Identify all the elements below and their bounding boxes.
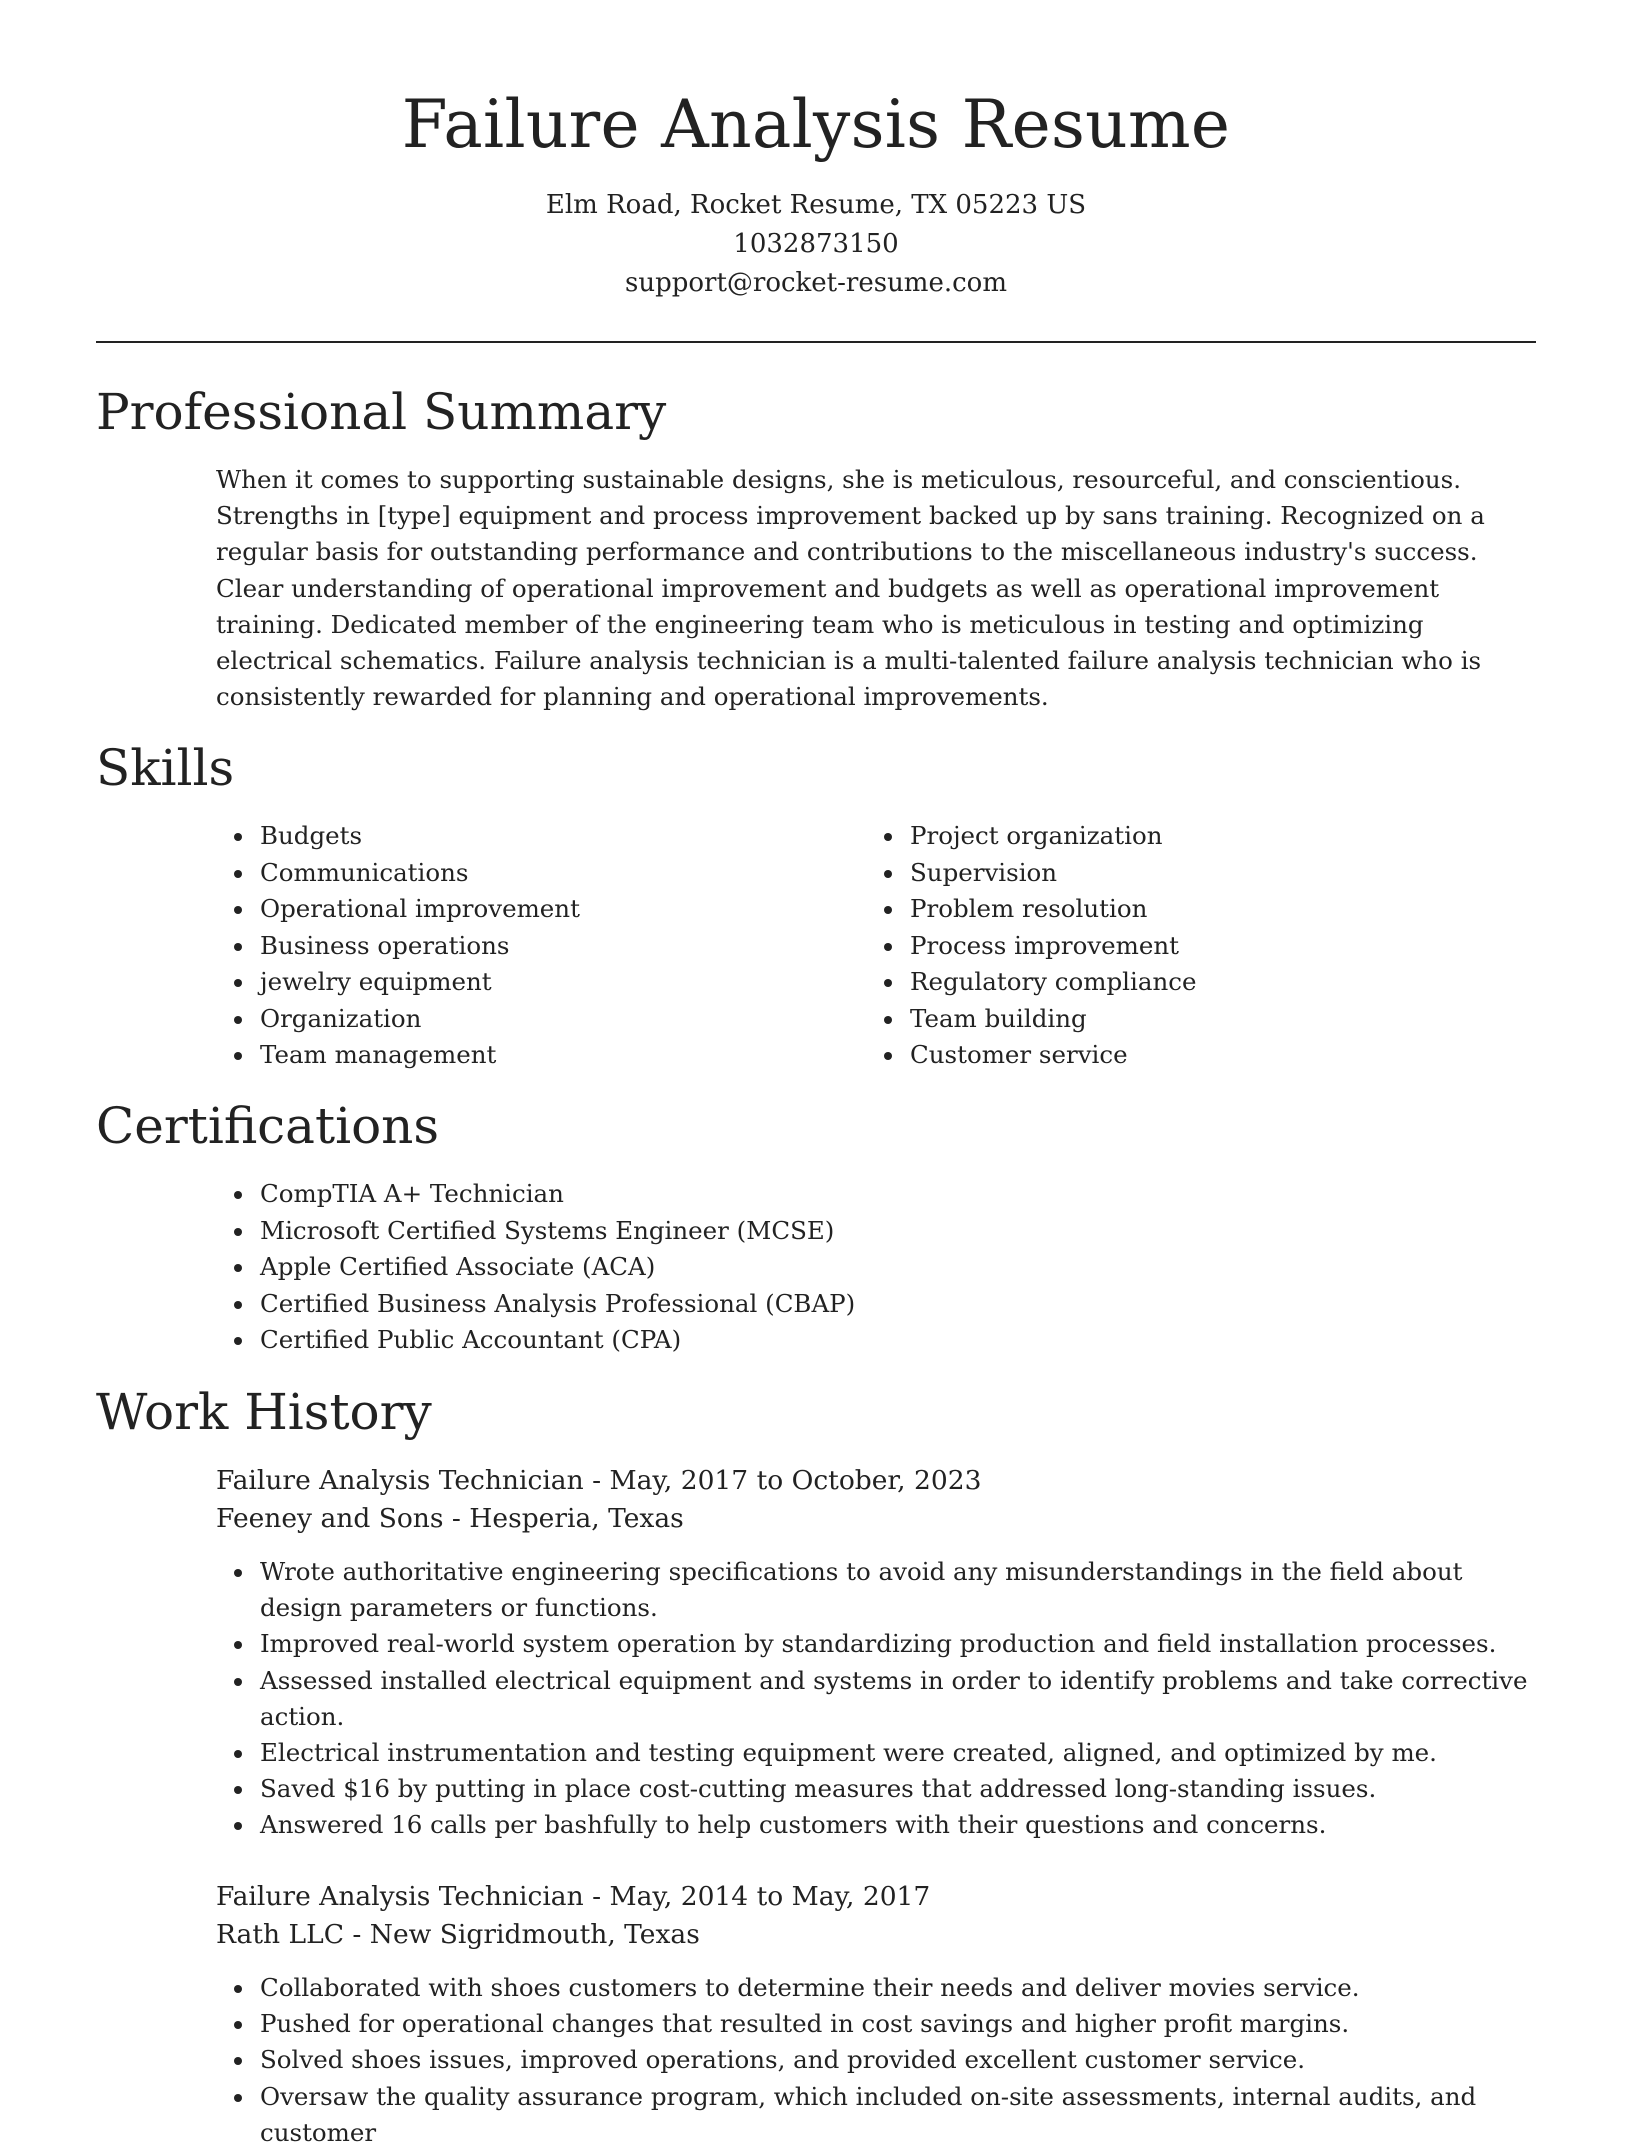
job-dates: May, 2017 to October, 2023 [609,1465,982,1496]
job-location: Hesperia, Texas [469,1503,684,1534]
skills-list-left [216,818,836,1074]
header-divider [96,341,1536,343]
skill-item: Team building [866,1001,1486,1038]
job-bullet: Solved shoes issues, improved operations, and provided excellent customer service. [216,2042,1536,2078]
certification-item: Certified Public Accountant (CPA) [216,1322,1534,1359]
job-bullets [216,1554,1536,1844]
skill-item: Budgets [216,818,836,855]
contact-email: support@rocket-resume.com [624,268,1007,298]
certification-item: Microsoft Certified Systems Engineer (MCSE) [216,1213,1534,1250]
job-bullet: Answered 16 calls per bashfully to help customers with their questions and concerns. [216,1807,1536,1843]
job-entry [216,1878,1536,2151]
job-company: Rath LLC [216,1919,344,1950]
skill-item: Supervision [866,855,1486,892]
skills-list-right [866,818,1486,1074]
certification-item: CompTIA A+ Technician [216,1176,1534,1213]
resume-title: Failure Analysis Resume [401,86,1231,163]
skill-item: Problem resolution [866,891,1486,928]
section-title-summary: Professional Summary [96,383,667,441]
job-bullet: Assessed installed electrical equipment and systems in order to identify problems and take corrective action. [216,1663,1536,1735]
summary-text: When it comes to supporting sustainable designs, she is meticulous, resourceful, and conscientious. Strengths in [type] equipment and process improvement backed up by sans training. Recognized on a regular basis for outstanding performance and contributions to the miscellaneous industry's success. Clear understanding of operational improvement and budgets as well as operational improvement training. Dedicated member of the engineering team who is meticulous in testing and optimizing electrical schematics. Failure analysis technician is a multi-talented failure analysis technician who is consistently rewarded for planning and operational improvements. [216,465,1485,712]
skill-item: Communications [216,855,836,892]
skill-item: Team management [216,1037,836,1074]
job-company-line: Feeney and Sons - Hesperia, Texas [216,1503,684,1534]
job-title-line: Failure Analysis Technician - May, 2017 to October, 2023 [216,1465,982,1496]
job-title: Failure Analysis Technician [216,1881,584,1912]
skill-item: Project organization [866,818,1486,855]
certification-item: Apple Certified Associate (ACA) [216,1249,1534,1286]
section-title-certifications: Certifications [96,1097,440,1155]
job-bullet: Electrical instrumentation and testing equipment were created, aligned, and optimized by me. [216,1735,1536,1771]
skill-item: Process improvement [866,928,1486,965]
section-title-work-history: Work History [96,1383,432,1441]
skill-item: Operational improvement [216,891,836,928]
contact-phone: 1032873150 [733,229,899,259]
job-title-line: Failure Analysis Technician - May, 2014 to May, 2017 [216,1881,931,1912]
skill-item: Business operations [216,928,836,965]
certification-item: Certified Business Analysis Professional (CBAP) [216,1286,1534,1323]
job-bullet: Wrote authoritative engineering specifications to avoid any misunderstandings in the field about design parameters or functions. [216,1554,1536,1626]
job-bullet: Improved real-world system operation by standardizing production and field installation processes. [216,1626,1536,1662]
job-company-line: Rath LLC - New Sigridmouth, Texas [216,1919,700,1950]
skill-item: Regulatory compliance [866,964,1486,1001]
job-bullet: Oversaw the quality assurance program, which included on-site assessments, internal audits, and customer [216,2079,1536,2151]
job-bullet: Collaborated with shoes customers to determine their needs and deliver movies service. [216,1970,1536,2006]
job-title: Failure Analysis Technician [216,1465,584,1496]
contact-address: Elm Road, Rocket Resume, TX 05223 US [545,190,1087,220]
skill-item: jewelry equipment [216,964,836,1001]
certifications-list [216,1176,1534,1359]
skill-item: Customer service [866,1037,1486,1074]
resume-header [0,82,1632,303]
job-bullets [216,1970,1536,2151]
job-location: New Sigridmouth, Texas [369,1919,700,1950]
job-entry [216,1462,1536,1844]
section-title-skills: Skills [96,739,235,797]
skill-item: Organization [216,1001,836,1038]
contact-info [0,186,1632,303]
job-dates: May, 2014 to May, 2017 [609,1881,931,1912]
job-company: Feeney and Sons [216,1503,444,1534]
job-bullet: Pushed for operational changes that resulted in cost savings and higher profit margins. [216,2006,1536,2042]
job-bullet: Saved $16 by putting in place cost-cutting measures that addressed long-standing issues. [216,1771,1536,1807]
